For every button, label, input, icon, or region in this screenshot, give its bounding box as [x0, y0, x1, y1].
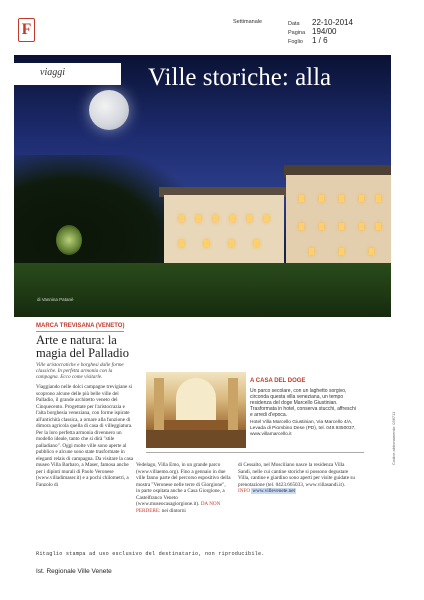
full-moon: [89, 90, 129, 130]
page-value: 194/00: [312, 27, 337, 36]
villa-wing: [164, 195, 284, 265]
lit-window: [264, 215, 269, 222]
section-label: viaggi: [40, 67, 65, 78]
info-link[interactable]: www.villevenete.net: [252, 488, 295, 494]
lit-tree: [56, 225, 82, 255]
newspaper-logo: F: [18, 18, 35, 42]
sheet-label: Foglio: [288, 39, 303, 45]
lit-window: [229, 240, 234, 247]
lit-window: [376, 195, 381, 202]
lit-window: [376, 223, 381, 230]
lit-window: [204, 240, 209, 247]
page-label: Pagina: [288, 30, 306, 36]
lit-window: [339, 248, 344, 255]
lit-window: [339, 195, 344, 202]
inset-column: [228, 378, 238, 430]
lit-window: [369, 248, 374, 255]
body-column-2: [136, 462, 231, 514]
lit-window: [299, 195, 304, 202]
inset-text: Un parco secolare, con un laghetto sorgivo, circonda questa villa veneziana, un tempo residenza del doge Marcello Giustinian. Trasformata in hotel, conserva stucchi, affreschi e arredi d'epoca.: [250, 388, 356, 418]
article-title: Arte e natura: la magia del Palladio: [36, 333, 130, 360]
date-label: Data: [288, 21, 300, 27]
lit-window: [179, 240, 184, 247]
frequency-label: Settimanale: [233, 19, 263, 25]
lawn: [14, 263, 391, 317]
body-column-2-text: Vedelago, Villa Emo, in un grande parco (www.villaemo.org). Fino a gennaio in due ville fanno parte del percorso espositivo della mostra "Veronese nelle terre di Giorgione", in parte ospitata anche a Casa Giorgione, a Castelfranco Veneto (www.museocasagiorgione.it).: [136, 462, 231, 507]
info-label: INFO: [238, 488, 251, 494]
region-label: MARCA TREVISANA (VENETO): [36, 323, 125, 329]
lit-window: [339, 223, 344, 230]
hotel-interior-photo: [146, 372, 246, 448]
headline: Ville storiche: alla: [148, 64, 332, 91]
section-bar: [14, 63, 121, 85]
inset-floor: [146, 430, 246, 448]
inset-info: Hotel Villa Marcello Giustinian, Via Marcello 4/A, Levada di Piombino Dese (PD), tel. 049.9350037, www.villamarcello.it: [250, 420, 356, 437]
side-note: Codice abbonamento: 036711: [391, 411, 396, 465]
article-lead: Ville aristocratiche e borghesi dalle forme classiche. In perfetta armonia con la campagna. Ecco come visitarle.: [36, 362, 124, 380]
sheet-value: 1 / 6: [312, 36, 328, 45]
inset-divider: [146, 452, 364, 453]
lit-window: [309, 248, 314, 255]
dont-miss-label: DA NON PERDERE: [136, 501, 221, 514]
inset-table: [164, 420, 228, 430]
lit-window: [254, 240, 259, 247]
lit-window: [319, 195, 324, 202]
region-divider: [36, 331, 124, 332]
lit-window: [359, 223, 364, 230]
date-value: 22-10-2014: [312, 18, 353, 27]
reproduction-notice: Ritaglio stampa ad uso esclusivo del destinatario, non riproducibile.: [36, 551, 265, 557]
body-column-1: Viaggiando nelle dolci campagne trevigiane si scoprono alcune delle più belle ville del Palladio, il grande architetto veneto del Cinquecento. Progettate per l'aristocrazia e l'alta borghesia veneziana, con forme ispirate all'antichità classica, a ornare alla funzione di dimora agricola quella di casa di villeggiatura. Per la loro perfetta armonia divennero un modello ideale, tanto che si dirà "stile palladiano". Oggi molte ville sono aperte al pubblico e alcune sono state trasformate in eleganti relais di campagna. Da visitare la casa museo Villa Barbaro, a Maser, famosa anche per i dipinti murali di Paolo Veronese (www.villadimaser.it) e a pochi chilometri, a Fanzolo di: [36, 384, 134, 488]
body-column-3-text: di Cessalto, nel Mosciliano nasce la residenza Villa Sandi, nelle cui cantine storiche si possono degustare Villa, cantine e giardino sono aperti per visite guidate su prenotazione (tel. 0423.665033, www.villasandi.it).: [238, 462, 355, 488]
lit-window: [179, 215, 184, 222]
lit-window: [247, 215, 252, 222]
lit-window: [299, 223, 304, 230]
body-column-2-tail: : nei dintorni: [159, 507, 186, 514]
footer-source: Ist. Regionale Ville Venete: [36, 568, 112, 575]
inset-title: A CASA DEL DOGE: [250, 378, 306, 384]
villa-night-photo: [14, 55, 391, 317]
lit-window: [196, 215, 201, 222]
lit-window: [359, 195, 364, 202]
photo-credit: di Vannina Patanè: [37, 297, 74, 302]
lit-window: [213, 215, 218, 222]
inset-column: [154, 378, 164, 430]
lit-window: [230, 215, 235, 222]
body-column-3: [238, 462, 356, 495]
lit-window: [319, 223, 324, 230]
